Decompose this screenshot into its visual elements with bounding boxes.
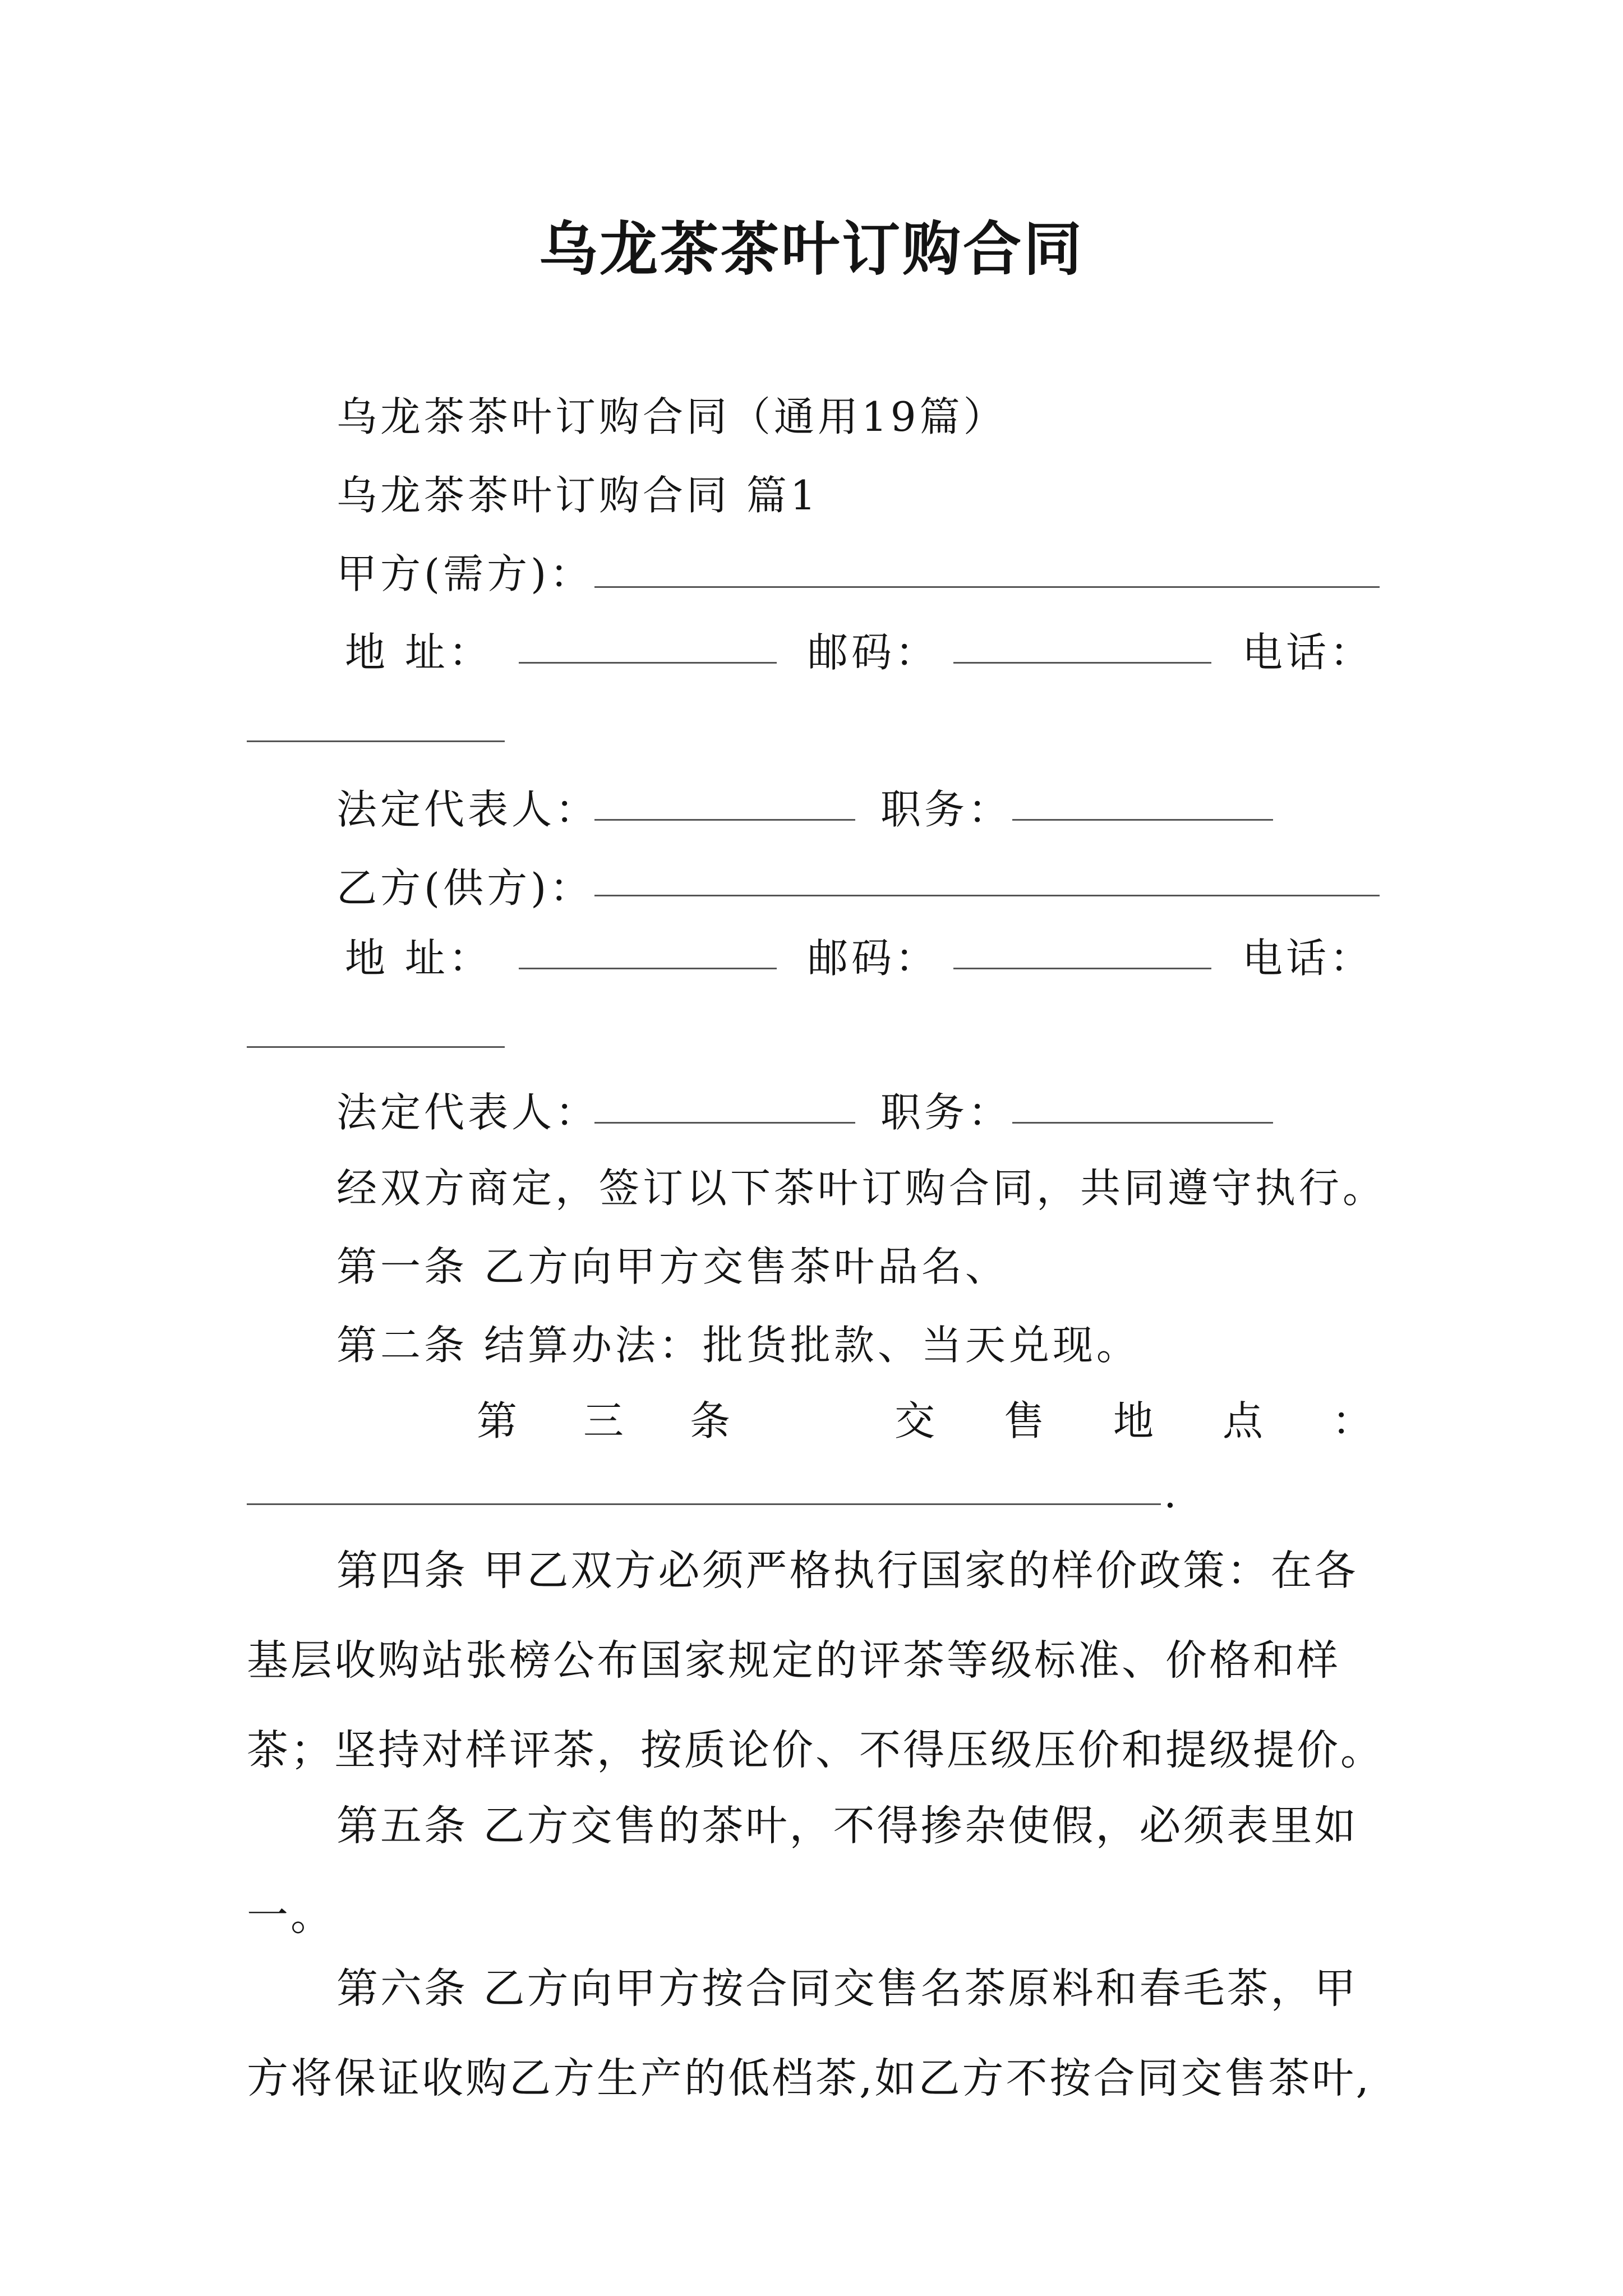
party-a-address-label: 地 址： [345,629,492,676]
party-a-blank [594,586,1380,588]
article-3-blank [247,1503,1161,1505]
party-b-postcode-label: 邮码： [808,935,939,982]
article-3-end: . [1164,1470,1177,1517]
party-b-position-label: 职务： [880,1089,1012,1136]
party-b-legal-rep-label: 法定代表人： [336,1089,600,1136]
party-a-legal-rep-label: 法定代表人： [336,786,600,833]
party-a-phone-label: 电话： [1242,629,1374,676]
subtitle: 乌龙茶茶叶订购合同（通用19篇） [336,393,1007,440]
party-a-phone-blank [247,740,505,742]
party-b-postcode-blank [953,968,1211,969]
party-a-postcode-label: 邮码： [808,629,939,676]
party-b-legal-rep-blank [594,1122,855,1124]
party-a-position-label: 职务： [880,786,1012,833]
party-a-position-blank [1012,819,1273,821]
article-2: 第二条 结算办法：批货批款、当天兑现。 [336,1322,1140,1369]
article-3-word: 地 [1113,1397,1154,1444]
article-4: 第四条 甲乙双方必须严格执行国家的样价政策：在各基层收购站张榜公布国家规定的评茶等级标准、价格和样茶；坚持对样评茶，按质论价、不得压级压价和提级提价。 [247,1547,1384,1774]
article-3-word: ： [1332,1397,1373,1444]
article-3-word: 点 [1223,1397,1264,1444]
article-6: 第六条 乙方向甲方按合同交售名茶原料和春毛茶，甲方将保证收购乙方生产的低档茶,如乙方不按合同交售茶叶, [247,1964,1372,2102]
party-b-address-blank [519,968,777,969]
party-b-label: 乙方(供方)： [336,864,594,912]
party-a-address-blank [519,662,777,664]
agreement-line: 经双方商定，签订以下茶叶订购合同，共同遵守执行。 [336,1165,1387,1212]
part-heading: 乌龙茶茶叶订购合同 篇1 [336,472,819,519]
document-title: 乌龙茶茶叶订购合同 [538,214,1084,283]
party-b-blank [594,895,1380,896]
article-1: 第一条 乙方向甲方交售茶叶品名、 [336,1243,1009,1290]
article-3-word: 三 [583,1397,624,1444]
party-b-phone-label: 电话： [1242,935,1374,982]
party-a-legal-rep-blank [594,819,855,821]
article-3-word: 条 [690,1397,731,1444]
party-a-postcode-blank [953,662,1211,664]
party-a-label: 甲方(需方)： [336,550,594,597]
article-3-word: 售 [1004,1397,1045,1444]
article-5: 第五条 乙方交售的茶叶，不得掺杂使假，必须表里如一。 [247,1802,1358,1940]
article-3-word: 交 [895,1397,935,1444]
article-3-word: 第 [477,1397,518,1444]
party-b-address-label: 地 址： [345,935,492,982]
party-b-phone-blank [247,1046,505,1048]
party-b-position-blank [1012,1122,1273,1124]
